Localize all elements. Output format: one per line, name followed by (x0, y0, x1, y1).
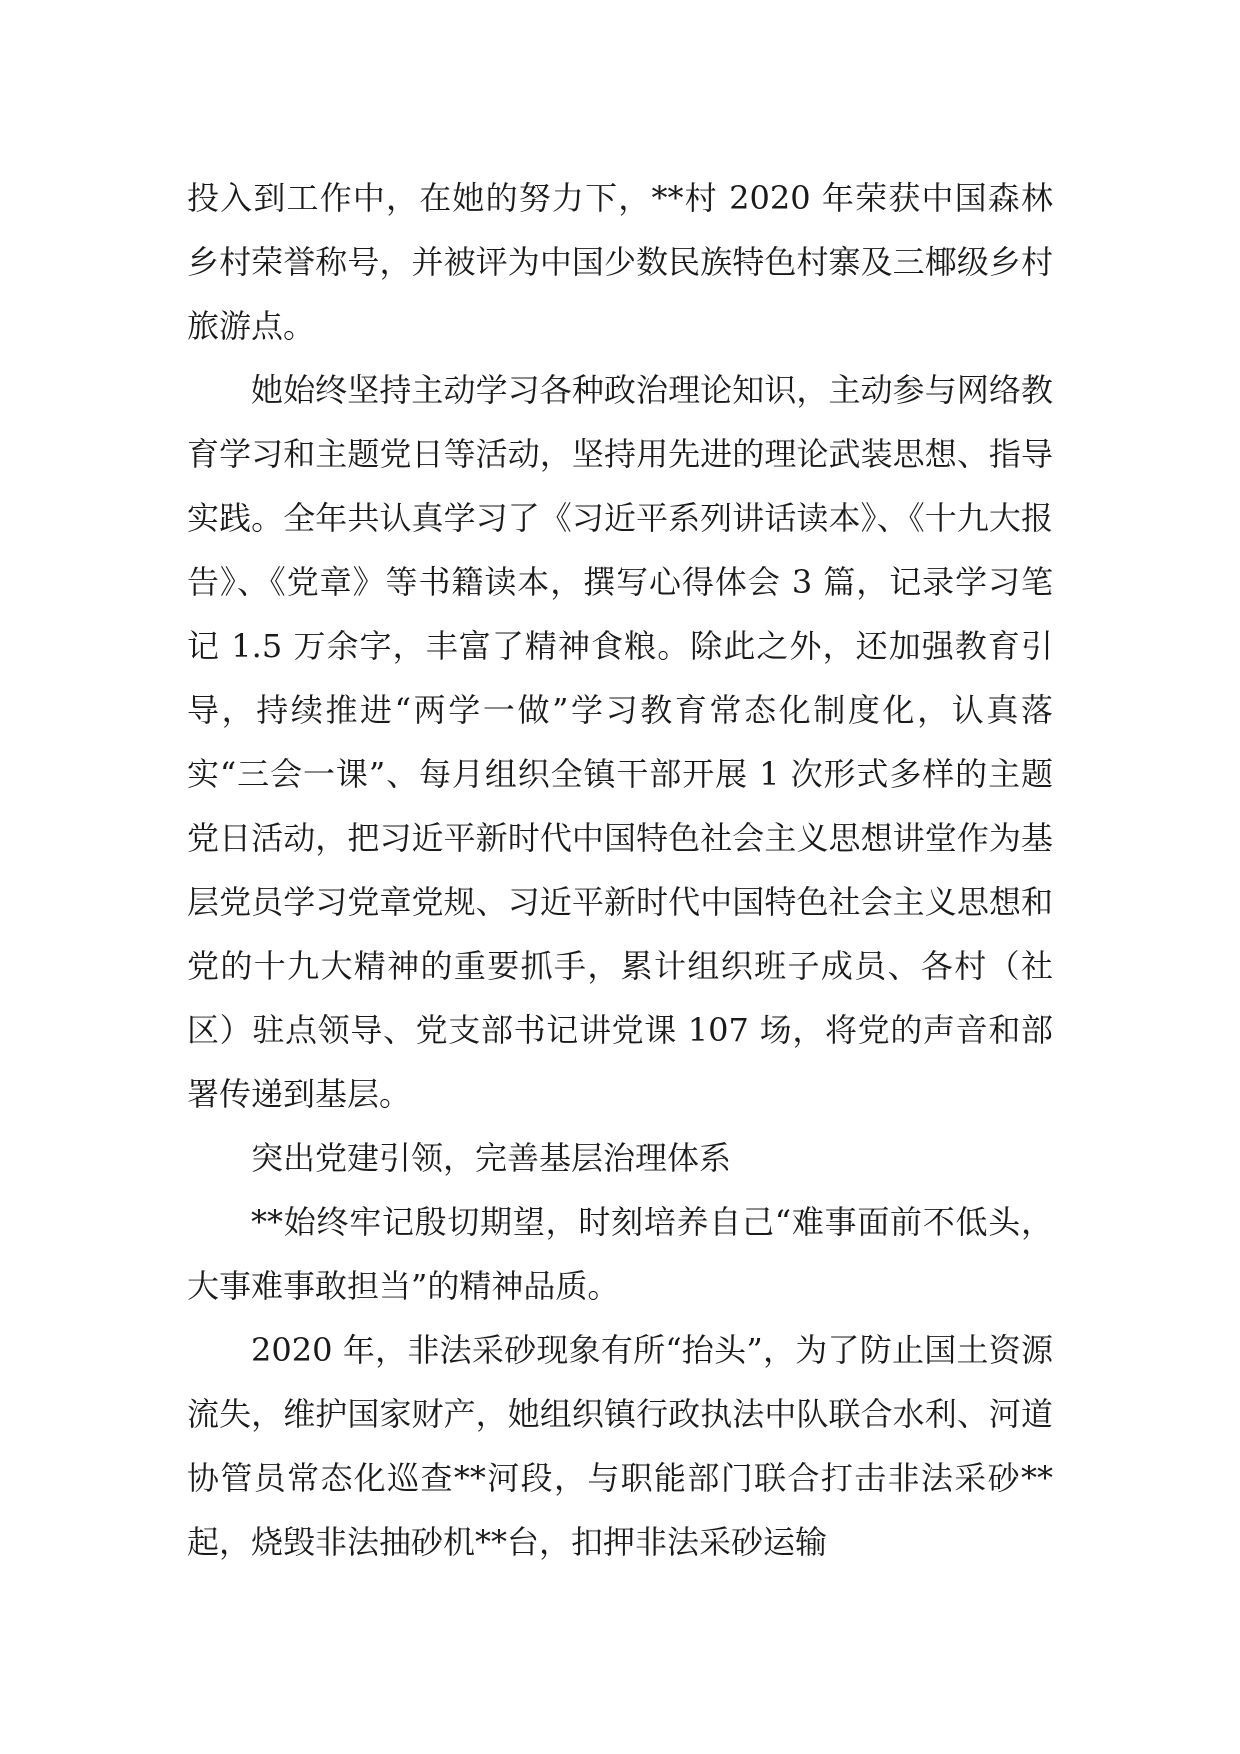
paragraph-continuation: 投入到工作中，在她的努力下，**村 2020 年荣获中国森林乡村荣誉称号，并被评为中国少数民族特色村寨及三椰级乡村旅游点。 (187, 179, 1053, 345)
section-heading: 突出党建引领，完善基层治理体系 (251, 1139, 732, 1177)
paragraph-study: 她始终坚持主动学习各种政治理论知识，主动参与网络教育学习和主题党日等活动，坚持用先进的理论武装思想、指导实践。全年共认真学习了《习近平系列讲话读本》、《十九大报告》、《党章》等书籍读本，撰写心得体会 3 篇，记录学习笔记 1.5 万余字，丰富了精神食粮。除此之外，还加强教育引导，持续推进“两学一做”学习教育常态化制度化，认真落实“三会一课”、每月组织全镇干部开展 1 次形式多样的主题党日活动，把习近平新时代中国特色社会主义思想讲堂作为基层党员学习党章党规、习近平新时代中国特色社会主义思想和党的十九大精神的重要抓手，累计组织班子成员、各村（社区）驻点领导、党支部书记讲党课 107 场，将党的声音和部署传递到基层。 (187, 371, 1053, 1113)
document-body (187, 166, 1053, 1574)
paragraph-sand-mining: 2020 年，非法采砂现象有所“抬头”，为了防止国土资源流失，维护国家财产，她组织镇行政执法中队联合水利、河道协管员常态化巡查**河段，与职能部门联合打击非法采砂**起，烧毁非法抽砂机**台，扣押非法采砂运输 (187, 1331, 1053, 1561)
paragraph-responsibility: **始终牢记殷切期望，时刻培养自己“难事面前不低头，大事难事敢担当”的精神品质。 (187, 1203, 1053, 1305)
